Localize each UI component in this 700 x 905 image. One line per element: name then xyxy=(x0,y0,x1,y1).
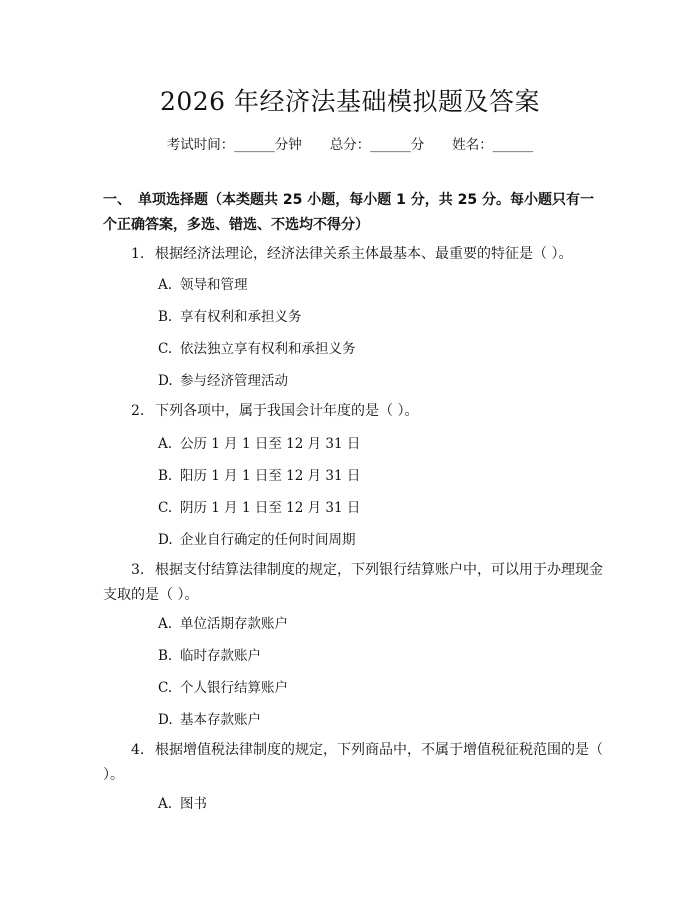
option-text: 个人银行结算账户 xyxy=(180,680,288,696)
option-3a xyxy=(158,614,288,634)
question-1 xyxy=(103,242,603,267)
option-2b xyxy=(158,466,360,486)
option-letter: C. xyxy=(158,341,173,357)
question-2 xyxy=(103,399,603,424)
option-text: 领导和管理 xyxy=(180,277,248,293)
option-letter: A. xyxy=(158,616,173,632)
option-letter: D. xyxy=(158,373,173,389)
question-number: 2. xyxy=(131,403,145,419)
option-3c xyxy=(158,678,288,698)
option-1c xyxy=(158,339,356,359)
option-text: 公历 1 月 1 日至 12 月 31 日 xyxy=(180,436,361,452)
name-field: 姓名：______ xyxy=(452,137,534,153)
section-heading: 一、 单项选择题（本类题共 25 小题，每小题 1 分，共 25 分。每小题只有一个正确答案，多选、错选、不选均不得分） xyxy=(103,192,594,233)
question-4 xyxy=(103,738,603,788)
option-text: 图书 xyxy=(180,796,207,812)
option-text: 基本存款账户 xyxy=(180,712,261,728)
total-score-field: 总分：______分 xyxy=(329,137,425,153)
option-text: 单位活期存款账户 xyxy=(180,616,288,632)
option-3d xyxy=(158,710,261,730)
option-4a xyxy=(158,794,207,814)
option-text: 阴历 1 月 1 日至 12 月 31 日 xyxy=(180,500,361,516)
option-letter: D. xyxy=(158,532,173,548)
question-number: 3. xyxy=(131,562,145,578)
option-text: 临时存款账户 xyxy=(180,648,261,664)
option-letter: A. xyxy=(158,277,173,293)
option-3b xyxy=(158,646,261,666)
question-number: 4. xyxy=(131,742,145,758)
option-text: 享有权利和承担义务 xyxy=(180,309,302,325)
question-text: 根据经济法理论，经济法律关系主体最基本、最重要的特征是（ ）。 xyxy=(155,246,573,262)
option-letter: A. xyxy=(158,796,173,812)
option-letter: B. xyxy=(158,468,173,484)
question-3 xyxy=(103,558,603,608)
document-title: 2026 年经济法基础模拟题及答案 xyxy=(159,87,541,116)
exam-meta-line xyxy=(0,133,700,153)
option-letter: C. xyxy=(158,680,173,696)
option-2a xyxy=(158,434,360,454)
option-letter: C. xyxy=(158,500,173,516)
option-1a xyxy=(158,275,248,295)
option-1d xyxy=(158,371,288,391)
option-text: 阳历 1 月 1 日至 12 月 31 日 xyxy=(180,468,361,484)
option-letter: A. xyxy=(158,436,173,452)
option-letter: B. xyxy=(158,309,173,325)
option-2c xyxy=(158,498,360,518)
option-1b xyxy=(158,307,302,327)
question-text: 下列各项中，属于我国会计年度的是（ ）。 xyxy=(155,403,419,419)
option-letter: B. xyxy=(158,648,173,664)
option-letter: D. xyxy=(158,712,173,728)
question-number: 1. xyxy=(131,246,145,262)
option-2d xyxy=(158,530,356,550)
option-text: 企业自行确定的任何时间周期 xyxy=(180,532,356,548)
option-text: 参与经济管理活动 xyxy=(180,373,288,389)
exam-time-field: 考试时间：______分钟 xyxy=(166,137,302,153)
option-text: 依法独立享有权利和承担义务 xyxy=(180,341,356,357)
question-text: 根据支付结算法律制度的规定，下列银行结算账户中，可以用于办理现金支取的是（ ）。 xyxy=(103,562,603,603)
question-text: 根据增值税法律制度的规定，下列商品中，不属于增值税征税范围的是（ ）。 xyxy=(103,742,603,783)
